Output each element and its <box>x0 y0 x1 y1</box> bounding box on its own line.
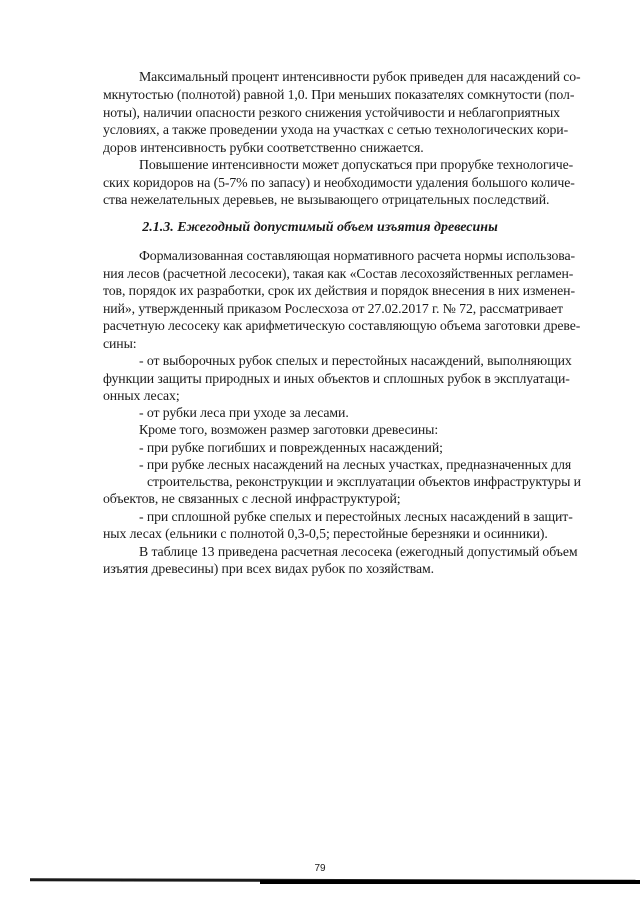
paragraph-3-line-3: тов, порядок их разработки, срок их действия и порядок внесения в них изменен- <box>103 283 575 298</box>
paragraph-3-line-5: расчетную лесосеку как арифметическую составляющую объема заготовки древе- <box>103 318 581 333</box>
paragraph-3-line-2: ния лесов (расчетной лесосеки), такая как «Состав лесохозяйственных регламен- <box>103 266 574 281</box>
list-2-item-2-line-1: - при рубке лесных насаждений на лесных участках, предназначенных для <box>139 457 572 472</box>
list-2-item-2-line-3: объектов, не связанных с лесной инфраструктурой; <box>103 491 401 506</box>
list-2-item-1: - при рубке погибших и поврежденных насаждений; <box>139 440 443 455</box>
paragraph-2-line-3: ства нежелательных деревьев, не вызывающего отрицательных последствий. <box>103 192 550 207</box>
list-2-item-3-line-1: - при сплошной рубке спелых и перестойных лесных насаждений в защит- <box>139 509 573 524</box>
list-2-item-3-line-2: ных лесах (ельники с полнотой 0,3-0,5; перестойные березняки и осинники). <box>103 526 548 541</box>
paragraph-1-line-5: доров интенсивность рубки соответственно снижается. <box>103 140 424 155</box>
list-1-item-2: - от рубки леса при уходе за лесами. <box>139 405 349 420</box>
paragraph-3-line-6: сины: <box>103 336 137 351</box>
paragraph-4: Кроме того, возможен размер заготовки древесины: <box>139 422 439 437</box>
list-1-item-1-line-1: - от выборочных рубок спелых и перестойных насаждений, выполняющих <box>139 353 572 368</box>
paragraph-3-line-1: Формализованная составляющая нормативного расчета нормы использова- <box>139 248 576 263</box>
list-1-item-1-line-3: онных лесах; <box>103 388 180 403</box>
paragraph-1-line-1: Максимальный процент интенсивности рубок приведен для насаждений со- <box>139 69 581 84</box>
paragraph-5-line-1: В таблице 13 приведена расчетная лесосека (ежегодный допустимый объем <box>139 544 578 559</box>
paragraph-1-line-4: условиях, а также проведении ухода на участках с сетью технологических кори- <box>103 122 569 137</box>
paragraph-2-line-2: ских коридоров на (5-7% по запасу) и необходимости удаления большого количе- <box>103 175 575 190</box>
page-number: 79 <box>314 863 326 874</box>
paragraph-2-line-1: Повышение интенсивности может допускаться при прорубке технологиче- <box>139 157 574 172</box>
paragraph-1-line-2: мкнутостью (полнотой) равной 1,0. При меньших показателях сомкнутости (пол- <box>103 87 575 102</box>
list-1-item-1-line-2: функции защиты природных и иных объектов и сплошных рубок в эксплуатаци- <box>103 371 570 386</box>
section-heading: 2.1.3. Ежегодный допустимый объем изъятия древесины <box>142 220 498 235</box>
paragraph-5-line-2: изъятия древесины) при всех видах рубок по хозяйствам. <box>103 561 435 576</box>
bottom-rule-thick <box>260 880 640 884</box>
list-2-item-2-line-2: строительства, реконструкции и эксплуатации объектов инфраструктуры и <box>147 474 581 489</box>
paragraph-3-line-4: ний», утвержденный приказом Рослесхоза от 27.02.2017 г. № 72, рассматривает <box>103 301 563 316</box>
paragraph-1-line-3: ноты), наличии опасности резкого снижения устойчивости и неблагоприятных <box>103 105 560 120</box>
